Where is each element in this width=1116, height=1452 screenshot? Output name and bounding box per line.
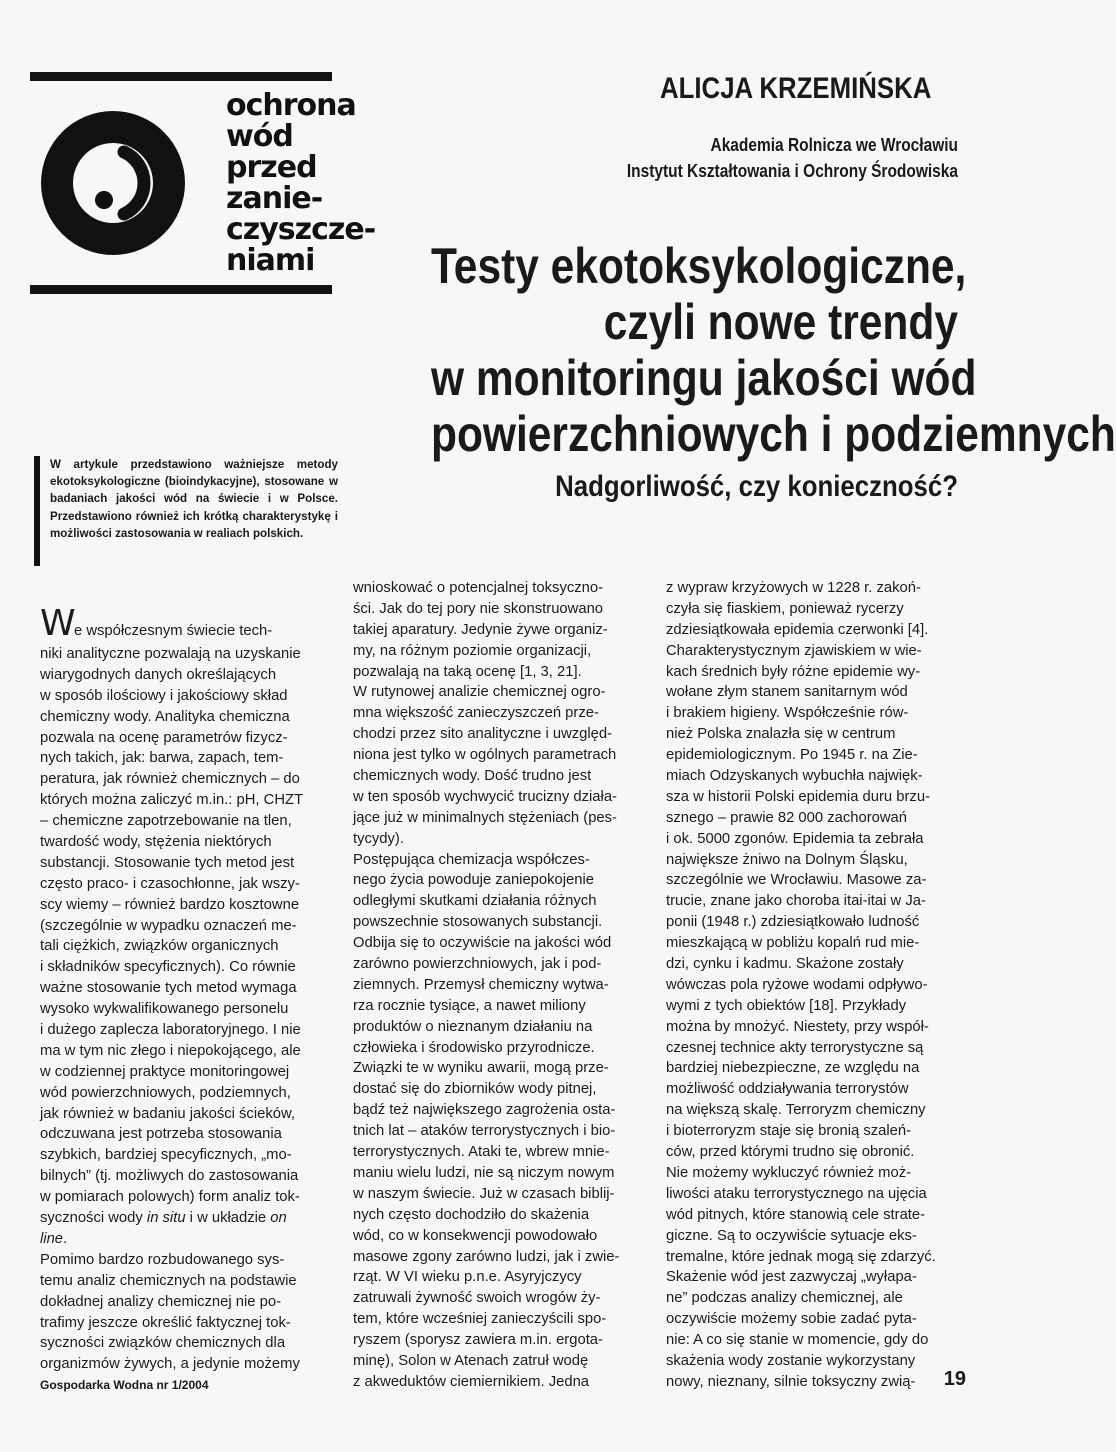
text-line: bilnych” (tj. możliwych do zastosowania — [40, 1168, 299, 1185]
text-line: niki analityczne pozwalają na uzyskanie — [40, 646, 301, 662]
text-line: ści. Jak do tej pory nie skonstruowano — [353, 600, 604, 617]
text-line: w codziennej praktyce monitoringowej — [40, 1063, 290, 1080]
text-line: kach średnich były różne epidemie wy- — [666, 663, 921, 680]
text-line: miach Odzyskanych wybuchła najwięk- — [666, 768, 923, 785]
text-line: ne” podczas analizy chemicznej, ale — [666, 1290, 903, 1307]
logo-word: przed — [226, 150, 317, 185]
text-line: oczywiście możemy sobie zadać pyta- — [666, 1311, 917, 1328]
logo-word: niami — [226, 243, 315, 278]
text-line: pozwala na ocenę parametrów fizycz- — [40, 729, 288, 746]
text-line: wymi z tych obiektów [18]. Przykłady — [666, 997, 907, 1014]
text-line: ców, przed którymi trudno się obronić. — [666, 1144, 915, 1161]
logo-word: zanie- — [226, 181, 323, 216]
text-line: tnich lat – ataków terrorystycznych i bio- — [353, 1123, 616, 1140]
text-line: mna większość zanieczyszczeń prze- — [353, 705, 599, 722]
text-line: i brakiem higieny. Współcześnie rów- — [666, 705, 909, 722]
text-line: my, na różnym poziomie organizacji, — [353, 642, 592, 659]
text-line: tem, które wcześniej zanieczyścili spo- — [353, 1311, 607, 1328]
text-line: wód pitnych, które stanowią cele strate- — [666, 1206, 926, 1223]
body-column-2 — [353, 578, 643, 1393]
text-line: – chemiczne zapotrzebowanie na tlen, — [40, 813, 292, 830]
text-line: Odbija się to oczywiście na jakości wód — [353, 935, 612, 952]
text-line: nych takich, jak: barwa, zapach, tem- — [40, 750, 284, 767]
text-line: ziemnych. Przemysł chemiczny wytwa- — [353, 976, 609, 993]
text-line: line. — [40, 1230, 68, 1247]
logo-wordmark — [226, 88, 376, 278]
text-line: ma w tym nic złego i niepokojącego, ale — [40, 1042, 301, 1059]
text-line: na większą skalę. Terroryzm chemiczny — [666, 1102, 926, 1119]
text-line: Charakterystycznym zjawiskiem w wie- — [666, 642, 922, 659]
author-affiliation — [614, 132, 958, 184]
text-line: w naszym świecie. Już w czasach biblij- — [353, 1185, 615, 1202]
text-line: dostać się do zbiorników wody pitnej, — [353, 1081, 597, 1098]
text-line: syczności wody in situ i w układzie on — [40, 1210, 287, 1227]
text-line: ponii (1948 r.) zdziesiątkowało ludność — [666, 914, 920, 931]
body-column-3 — [666, 578, 956, 1393]
text-line: zarówno powierzchniowych, jak i pod- — [353, 956, 602, 973]
drop-cap: W — [40, 603, 76, 644]
text-line: (szczególnie w wypadku oznaczeń me- — [40, 917, 297, 934]
abstract-text: W artykule przedstawiono ważniejsze metody ekotoksykologiczne (bioindykacyjne), stosowane w badaniach jakości wód na świecie i w Polsce. Przedstawiono również ich krótką charakterystykę i możliwości zastosowania w realiach polskich. — [50, 458, 338, 540]
text-line: syczności związków chemicznych dla — [40, 1335, 286, 1352]
text-line: można by mnożyć. Niestety, przy współ- — [666, 1018, 929, 1035]
text-line: z akweduktów ciemiernikiem. Jedna — [353, 1373, 590, 1390]
water-drop-disc-icon — [38, 108, 188, 258]
section-logo — [30, 72, 376, 294]
text-line: wód powierzchniowych, podziemnych, — [40, 1084, 291, 1101]
journal-footer: Gospodarka Wodna nr 1/2004 — [40, 1378, 209, 1392]
text-line: tremalne, które jednak mogą się zdarzyć. — [666, 1248, 936, 1265]
text-line: wód, co w konsekwencji powodowało — [353, 1227, 598, 1244]
text-line: i ok. 5000 zgonów. Epidemia ta zebrała — [666, 830, 924, 847]
text-line: w ten sposób wychwycić trucizny działa- — [353, 788, 617, 805]
logo-word: wód — [226, 119, 293, 154]
text-line: jące już w minimalnych stężeniach (pes- — [353, 809, 617, 826]
author-name: ALICJA KRZEMIŃSKA — [660, 72, 932, 105]
text-line: giczne. Są to oczywiście sytuacje eks- — [666, 1227, 917, 1244]
text-line: dokładnej analizy chemicznej nie po- — [40, 1293, 281, 1310]
text-line-content: e współczesnym świecie tech- — [74, 623, 273, 639]
text-line: Związki te w wyniku awarii, mogą prze- — [353, 1060, 609, 1077]
text-line: największe żniwo na Dolnym Śląsku, — [666, 851, 908, 868]
text-line: maniu wielu ludzi, nie są niczym nowym — [353, 1164, 615, 1181]
text-line: liwości ataku terrorystycznego na ujęcia — [666, 1185, 927, 1202]
text-line: których można zaliczyć m.in.: pH, CHZT — [40, 792, 304, 809]
text-line: chemiczny wody. Analityka chemiczna — [40, 708, 290, 725]
logo-bottom-rule — [30, 285, 332, 294]
text-line: odczuwana jest potrzeba stosowania — [40, 1126, 282, 1143]
text-line: scy wiemy – również bardzo kosztowne — [40, 896, 300, 913]
text-line: Nie możemy wykluczyć również moż- — [666, 1164, 912, 1181]
text-line: tycydy). — [353, 830, 404, 847]
text-line: organizmów żywych, a jedynie możemy — [40, 1356, 300, 1373]
abstract-box — [34, 456, 338, 566]
text-line: twardość wody, stężenia niektórych — [40, 834, 272, 851]
text-line: bądź też największego zagrożenia osta- — [353, 1102, 616, 1119]
text-line: terrorystycznych. Ataki te, wbrew mnie- — [353, 1144, 610, 1161]
text-line: skażenia wody zostanie wykorzystany — [666, 1352, 916, 1369]
text-line: produktów o nieznanym działaniu na — [353, 1018, 593, 1035]
text-line: chemicznych wody. Dość trudno jest — [353, 768, 592, 785]
text-line: czesnej technice akty terrorystyczne są — [666, 1039, 924, 1056]
affiliation-line: Akademia Rolnicza we Wrocławiu — [710, 135, 958, 155]
text-line: mieszkającą w pobliżu kopalń rud mie- — [666, 935, 920, 952]
title-line: w monitoringu jakości wód — [431, 350, 977, 406]
text-line: zatruwali żywność swoich wrogów ży- — [353, 1290, 601, 1307]
text-line: i dużego zaplecza laboratoryjnego. I nie — [40, 1022, 301, 1039]
page-number: 19 — [943, 1368, 966, 1390]
text-line: sznego – prawie 82 000 zachorowań — [666, 809, 908, 826]
text-line: rza rocznie tysiące, a nawet miliony — [353, 997, 586, 1014]
article-subtitle: Nadgorliwość, czy konieczność? — [555, 470, 958, 503]
text-line: Pomimo bardzo rozbudowanego sys- — [40, 1251, 285, 1268]
text-line: Skażenie wód jest zazwyczaj „wyłapa- — [666, 1269, 917, 1286]
text-line: często praco- i czasochłonne, jak wszy- — [40, 875, 300, 892]
text-line: ważne stosowanie tych metod wymaga — [40, 980, 297, 997]
text-line: epidemiologicznym. Po 1945 r. na Zie- — [666, 747, 918, 764]
logo-top-rule — [30, 72, 332, 81]
text-line: nego życia powoduje zaniepokojenie — [353, 872, 595, 889]
text-line: ryszem (sporysz zawiera m.in. ergota- — [353, 1332, 603, 1349]
text-line: niona jest tylko w ogólnych parametrach — [353, 747, 617, 764]
article-title — [431, 238, 1116, 462]
text-line: powszechnie stosowanych substancji. — [353, 914, 603, 931]
text-line: temu analiz chemicznych na podstawie — [40, 1272, 297, 1289]
text-line: i bioterroryzm staje się bronią szaleń- — [666, 1123, 912, 1140]
text-line: wysoko wykwalifikowanego personelu — [40, 1001, 289, 1018]
text-line: w sposób ilościowy i jakościowy skład — [40, 687, 288, 704]
text-line: możliwość oddziaływania terrorystów — [666, 1081, 909, 1098]
text-line: substancji. Stosowanie tych metod jest — [40, 854, 295, 871]
text-line: rząt. W VI wieku p.n.e. Asyryjczycy — [353, 1269, 582, 1286]
text-line: nowy, nieznany, silnie toksyczny zwią- — [666, 1373, 916, 1390]
text-line: w pomiarach polowych) form analiz tok- — [40, 1189, 300, 1206]
body-column-1 — [40, 603, 330, 1375]
text-line: nież Polska znalazła się w centrum — [666, 726, 896, 743]
text-line: szybkich, bardziej specyficznych, „mo- — [40, 1147, 292, 1164]
text-line: odległymi skutkami działania różnych — [353, 893, 597, 910]
text-line: tali ciężkich, związków organicznych — [40, 938, 279, 955]
text-line: zdziesiątkowała epidemia czerwonki [4]. — [666, 621, 929, 638]
text-line: W rutynowej analizie chemicznej ogro- — [353, 684, 606, 701]
text-line: trafimy jeszcze określić faktycznej tok- — [40, 1314, 291, 1331]
title-line: Testy ekotoksykologiczne, — [431, 238, 967, 294]
logo-word: ochrona — [226, 88, 356, 123]
logo-word: czyszcze- — [226, 212, 376, 247]
text-line: dzi, cynku i kadmu. Skażone zostały — [666, 956, 904, 973]
text-line: takiej aparatury. Jedynie żywe organiz- — [353, 621, 608, 638]
text-line: z wypraw krzyżowych w 1228 r. zakoń- — [666, 580, 921, 596]
affiliation-line: Instytut Kształtowania i Ochrony Środowiska — [626, 161, 958, 181]
text-line: minę), Solon w Atenach zatruł wodę — [353, 1352, 589, 1369]
title-line: czyli nowe trendy — [603, 294, 958, 350]
text-line: i składników specyficznych). Co równie — [40, 959, 296, 976]
text-line: trucie, znane jako choroba itai-itai w Ja- — [666, 893, 926, 910]
text-line: masowe zgony zarówno ludzi, jak i zwie- — [353, 1248, 620, 1265]
text-line: Postępująca chemizacja współczes- — [353, 851, 590, 868]
text-line: wołane złym stanem sanitarnym wód — [666, 684, 908, 701]
text-line: człowieka i środowisko przyrodnicze. — [353, 1039, 595, 1056]
text-line: jak również w badaniu jakości ścieków, — [40, 1105, 295, 1122]
text-line — [40, 603, 330, 644]
text-line: nie: A co się stanie w momencie, gdy do — [666, 1332, 929, 1349]
text-line: wiarygodnych danych określających — [40, 666, 277, 683]
text-line: sza w historii Polski epidemia duru brzu- — [666, 788, 930, 805]
text-line: pozwalają na taką ocenę [1, 3, 21]. — [353, 663, 582, 680]
text-line: wnioskować o potencjalnej toksyczno- — [353, 580, 604, 596]
text-line: szczególnie we Wrocławiu. Masowe za- — [666, 872, 927, 889]
text-line: peratura, jak również chemicznych – do — [40, 771, 300, 788]
text-line: bardziej niebezpieczne, ze względu na — [666, 1060, 920, 1077]
text-line: chodzi przez sito analityczne i uwzględ- — [353, 726, 613, 743]
title-line: powierzchniowych i podziemnych — [431, 406, 1116, 462]
text-line: czyła się fiaskiem, ponieważ rycerzy — [666, 600, 904, 617]
text-line: nych często dochodziło do skażenia — [353, 1206, 590, 1223]
text-line: wówczas pola ryżowe wodami odpływo- — [666, 976, 928, 993]
